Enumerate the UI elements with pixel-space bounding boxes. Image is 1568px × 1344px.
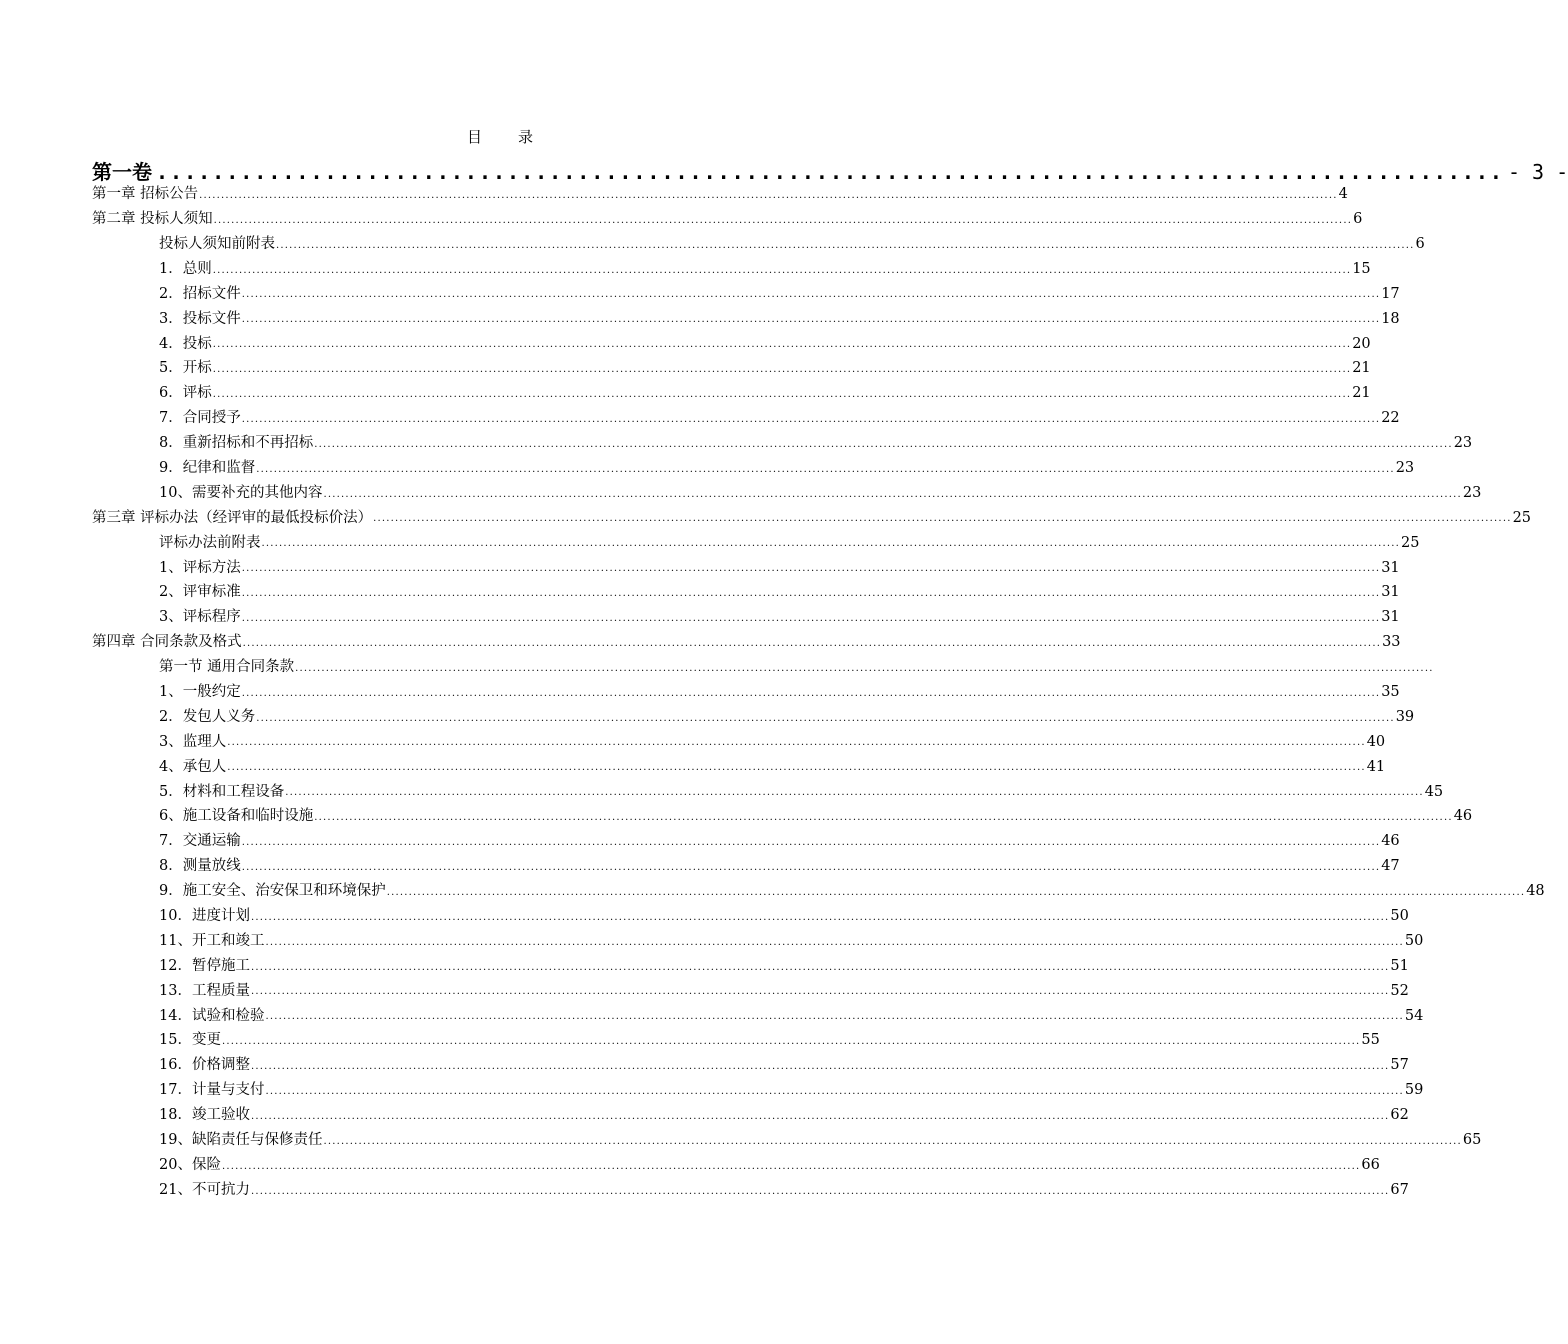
toc-entry-page: 67 (1390, 1181, 1409, 1198)
toc-entry-label: 9．施工安全、治安保卫和环境保护 (159, 883, 386, 900)
toc-entry-label: 2、评审标准 (159, 584, 241, 601)
toc-entry[interactable] (92, 754, 1386, 779)
toc-entry-label: 12．暂停施工 (159, 957, 250, 974)
toc-entry[interactable] (92, 1028, 1380, 1053)
toc-entry-page: 6 (1353, 211, 1363, 228)
toc-entry-page: 25 (1512, 509, 1532, 526)
toc-entry-label: 1、评标方法 (159, 559, 241, 576)
dot-leader: .................................................................................................................................................................................................................................................................... (285, 787, 1424, 799)
toc-entry[interactable] (92, 381, 1371, 406)
toc-entry-label: 3、评标程序 (159, 609, 241, 626)
toc-entry-page: 66 (1361, 1156, 1380, 1173)
toc-entry-label: 第二章 投标人须知 (92, 211, 213, 228)
toc-entry[interactable] (92, 406, 1400, 431)
dot-leader: .................................................................................................................................................................................................................................................................... (256, 712, 1395, 724)
toc-entry[interactable] (92, 854, 1400, 879)
toc-entry-label: 3．投标文件 (159, 310, 241, 327)
dot-leader: .................................................................................................................................................................................................................................................................... (250, 1061, 1390, 1073)
toc-entry[interactable] (92, 979, 1409, 1004)
toc-entry-label: 7．交通运输 (159, 833, 241, 850)
toc-entry[interactable] (92, 1078, 1424, 1103)
toc-entry[interactable] (92, 904, 1409, 929)
dot-leader: .................................................................................................................................................................................................................................................................... (314, 438, 1453, 450)
toc-entry[interactable] (92, 605, 1400, 630)
toc-entry-page: 18 (1381, 310, 1400, 327)
dot-leader: .................................................................................................................................................................................................................................................................... (212, 389, 1352, 401)
dot-leader: .................................................................................................................................................................................................................................................................... (221, 1036, 1361, 1048)
dot-leader: .................................................................................................................................................................................................................................................................... (386, 886, 1526, 898)
toc-entry[interactable] (92, 829, 1400, 854)
dot-leader: .................................................................................................................................................................................................................................................................... (314, 812, 1453, 824)
toc-entry[interactable] (92, 431, 1473, 456)
dot-leader: .................................................................................................................................................................................................................................................................... (295, 662, 1434, 674)
toc-entry-page: 25 (1400, 534, 1420, 551)
dot-leader: .................................................................................................................................................................................................................................................................... (212, 364, 1352, 376)
title-char-1: 目 (466, 128, 482, 146)
toc-entry-label: 20、保险 (159, 1156, 221, 1173)
toc-entry-label: 8．重新招标和不再招标 (159, 435, 314, 452)
dot-leader: .................................................................................................................................................................................................................................................................... (323, 1135, 1462, 1147)
toc-entry-page: 31 (1381, 559, 1400, 576)
toc-entry-label: 13．工程质量 (159, 982, 250, 999)
dot-leader: .................................................................................................................................................................................................................................................................... (241, 861, 1381, 873)
toc-entry-page: 41 (1366, 758, 1386, 775)
toc-entry[interactable] (92, 1153, 1380, 1178)
toc-entry-label: 10、需要补充的其他内容 (159, 484, 323, 501)
toc-entry-label: 6、施工设备和临时设施 (159, 808, 314, 825)
toc-entry-label: 第一节 通用合同条款 (159, 659, 295, 676)
toc-entry-label: 第一章 招标公告 (92, 186, 199, 203)
toc-entry-label: 17．计量与支付 (159, 1082, 265, 1099)
dot-leader: .................................................................................................................................................................................................................................................................... (323, 488, 1462, 500)
toc-entry[interactable] (92, 1178, 1409, 1203)
dot-leader: .................................................................................................................................................................................................................................................................... (212, 339, 1352, 351)
dot-leader: .................................................................................................................................................................................................................................................................... (199, 189, 1338, 201)
toc-entry-page: 48 (1526, 883, 1545, 900)
toc-entry[interactable] (92, 555, 1400, 580)
dot-leader: .................................................................................................................................................................................................................................................................... (213, 214, 1353, 226)
toc-entry[interactable] (92, 456, 1415, 481)
toc-entry-label: 15．变更 (159, 1032, 221, 1049)
toc-entry-label: 21、不可抗力 (159, 1181, 250, 1198)
toc-entry-label: 第四章 合同条款及格式 (92, 634, 242, 651)
toc-entry[interactable] (92, 929, 1424, 954)
toc-entry[interactable] (92, 630, 1401, 655)
toc-entry[interactable] (92, 1128, 1482, 1153)
toc-entry-label: 3、监理人 (159, 733, 227, 750)
toc-entry-page: 50 (1404, 932, 1424, 949)
toc-entry-label: 11、开工和竣工 (159, 932, 265, 949)
toc-entry-label: 2．发包人义务 (159, 708, 256, 725)
toc-entry-label: 16．价格调整 (159, 1057, 250, 1074)
toc-entry-page: 50 (1390, 908, 1409, 925)
toc-entry-page: 47 (1381, 858, 1400, 875)
toc-entry[interactable] (92, 705, 1415, 730)
toc-entry-page: 33 (1382, 634, 1401, 651)
toc-entry[interactable] (92, 257, 1371, 282)
toc-entry-label: 1．总则 (159, 260, 212, 277)
toc-entry[interactable] (92, 580, 1400, 605)
dot-leader: .................................................................................................................................................................................................................................................................... (241, 837, 1381, 849)
dot-leader: .................................................................................................................................................................................................................................................................... (265, 1085, 1404, 1097)
toc-entry-page: 23 (1462, 484, 1482, 501)
toc-entry-page: 21 (1352, 360, 1371, 377)
toc-entry[interactable] (92, 207, 1363, 232)
toc-entry[interactable] (92, 282, 1400, 307)
dot-leader: ................................................................................................ (156, 160, 1504, 184)
toc-entry-page: 23 (1395, 459, 1415, 476)
toc-entry[interactable] (92, 680, 1400, 705)
dot-leader: .................................................................................................................................................................................................................................................................... (250, 961, 1390, 973)
toc-entry[interactable] (92, 306, 1400, 331)
toc-entry-label: 第三章 评标办法（经评审的最低投标价法） (92, 509, 373, 526)
toc-entry-page: 39 (1395, 708, 1415, 725)
toc-entry[interactable] (92, 331, 1371, 356)
dot-leader: .................................................................................................................................................................................................................................................................... (276, 239, 1415, 251)
dot-leader: .................................................................................................................................................................................................................................................................... (250, 1185, 1390, 1197)
toc-entry-label: 19、缺陷责任与保修责任 (159, 1132, 323, 1149)
dot-leader: .................................................................................................................................................................................................................................................................... (212, 264, 1352, 276)
dot-leader: .................................................................................................................................................................................................................................................................... (250, 1110, 1390, 1122)
toc-entry-page: 35 (1381, 684, 1400, 700)
toc-entry-page: 46 (1381, 833, 1400, 850)
toc-entry-page: 21 (1352, 385, 1371, 402)
dot-leader: .................................................................................................................................................................................................................................................................... (250, 986, 1390, 998)
toc-volume-page: - 3 - (1507, 160, 1568, 184)
dot-leader: .................................................................................................................................................................................................................................................................... (241, 613, 1381, 625)
toc-entry[interactable] (92, 356, 1371, 381)
dot-leader: .................................................................................................................................................................................................................................................................... (241, 289, 1381, 301)
toc-entry[interactable] (92, 1103, 1409, 1128)
page-title (0, 126, 1000, 147)
toc-entry-page: 59 (1404, 1082, 1424, 1099)
toc-list (92, 182, 1545, 1203)
toc-entry-page: 17 (1381, 285, 1400, 302)
toc-entry-page: 31 (1381, 584, 1400, 601)
dot-leader: .................................................................................................................................................................................................................................................................... (250, 911, 1390, 923)
toc-entry-label: 评标办法前附表 (159, 534, 261, 551)
toc-entry[interactable] (92, 182, 1348, 207)
dot-leader: .................................................................................................................................................................................................................................................................... (265, 936, 1404, 948)
dot-leader: .................................................................................................................................................................................................................................................................... (241, 687, 1381, 699)
toc-entry-page: 22 (1381, 410, 1400, 427)
toc-volume-label: 第一卷 (92, 160, 152, 184)
toc-volume-entry[interactable] (92, 156, 1568, 185)
toc-entry[interactable] (92, 1003, 1424, 1028)
dot-leader: .................................................................................................................................................................................................................................................................... (227, 762, 1366, 774)
toc-entry[interactable] (92, 506, 1532, 531)
dot-leader: .................................................................................................................................................................................................................................................................... (265, 1011, 1404, 1023)
toc-entry[interactable] (92, 1053, 1409, 1078)
toc-entry[interactable] (92, 779, 1444, 804)
toc-entry-page: 40 (1366, 733, 1386, 750)
toc-entry-label: 14．试验和检验 (159, 1007, 265, 1024)
toc-entry-label: 4、承包人 (159, 758, 227, 775)
toc-entry-label: 18．竣工验收 (159, 1107, 250, 1124)
dot-leader: .................................................................................................................................................................................................................................................................... (373, 513, 1512, 525)
toc-entry-page: 46 (1453, 808, 1473, 825)
toc-entry-label: 6．评标 (159, 385, 212, 402)
toc-entry[interactable] (92, 232, 1425, 257)
toc-entry-page: 52 (1390, 982, 1409, 999)
toc-entry[interactable] (92, 804, 1473, 829)
toc-entry-page: 6 (1415, 235, 1425, 252)
toc-entry-page: 54 (1404, 1007, 1424, 1024)
toc-entry-label: 5．开标 (159, 360, 212, 377)
toc-entry-page: 62 (1390, 1107, 1409, 1124)
toc-entry[interactable] (92, 530, 1420, 555)
toc-entry-page: 4 (1338, 186, 1348, 203)
toc-entry-label: 7．合同授予 (159, 410, 241, 427)
toc-entry-page: 45 (1424, 783, 1444, 800)
toc-entry-label: 10．进度计划 (159, 908, 250, 925)
toc-entry-label: 8．测量放线 (159, 858, 241, 875)
toc-entry-page: 51 (1390, 957, 1409, 974)
dot-leader: .................................................................................................................................................................................................................................................................... (227, 737, 1366, 749)
toc-entry-label: 投标人须知前附表 (159, 235, 275, 252)
toc-entry-label: 4．投标 (159, 335, 212, 352)
dot-leader: .................................................................................................................................................................................................................................................................... (261, 538, 1400, 550)
toc-entry[interactable] (92, 879, 1545, 904)
dot-leader: .................................................................................................................................................................................................................................................................... (241, 588, 1381, 600)
toc-entry[interactable] (92, 730, 1386, 755)
dot-leader: .................................................................................................................................................................................................................................................................... (241, 413, 1381, 425)
toc-entry-label: 9．纪律和监督 (159, 459, 256, 476)
toc-entry[interactable] (92, 481, 1482, 506)
toc-entry-page: 20 (1352, 335, 1371, 352)
title-char-2: 录 (518, 128, 534, 146)
dot-leader: .................................................................................................................................................................................................................................................................... (241, 563, 1381, 575)
toc-entry-page: 57 (1390, 1057, 1409, 1074)
toc-entry[interactable] (92, 954, 1409, 979)
dot-leader: .................................................................................................................................................................................................................................................................... (242, 637, 1382, 649)
toc-entry[interactable] (92, 655, 1434, 680)
toc-entry-label: 1、一般约定 (159, 684, 241, 700)
toc-entry-page: 23 (1453, 435, 1473, 452)
toc-entry-label: 5．材料和工程设备 (159, 783, 285, 800)
dot-leader: .................................................................................................................................................................................................................................................................... (256, 463, 1395, 475)
toc-entry-page: 15 (1352, 260, 1371, 277)
dot-leader: .................................................................................................................................................................................................................................................................... (241, 314, 1381, 326)
toc-entry-page: 31 (1381, 609, 1400, 626)
toc-entry-label: 2．招标文件 (159, 285, 241, 302)
toc-entry-page: 55 (1361, 1032, 1380, 1049)
toc-entry-page: 65 (1462, 1132, 1482, 1149)
dot-leader: .................................................................................................................................................................................................................................................................... (221, 1160, 1361, 1172)
